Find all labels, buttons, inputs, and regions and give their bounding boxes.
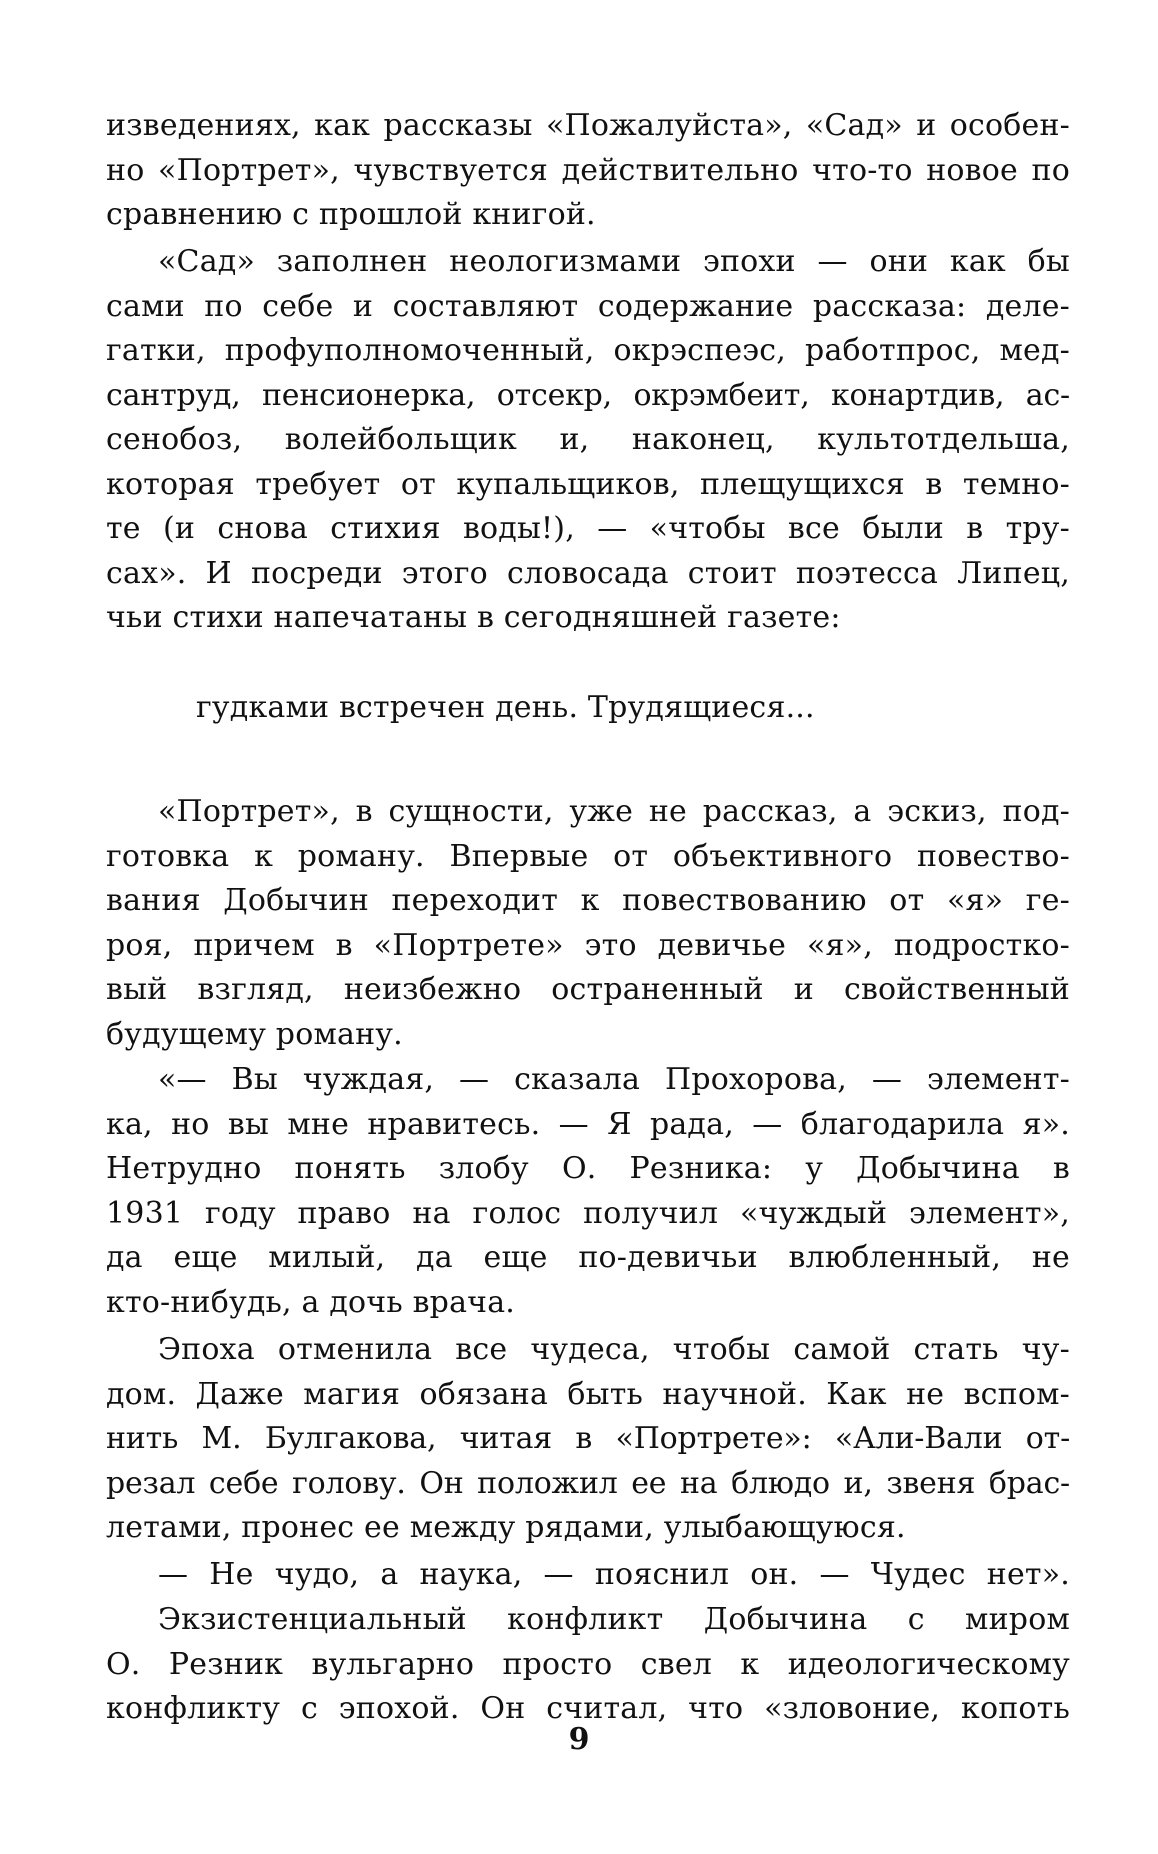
text-line: да еще милый, да еще по-девичьи влюбленный, не [106,1240,1070,1275]
text-line: сах». И посреди этого словосада стоит поэтесса Липец, [106,555,1070,591]
paragraph-7 [106,1598,1070,1732]
text-line: сенобоз, волейбольщик и, наконец, культотдельша, [106,422,1070,457]
paragraph-3 [106,790,1070,1057]
paragraph-6 [106,1553,1070,1598]
text-line: «— Вы чуждая, — сказала Прохорова, — элемент- [158,1062,1070,1097]
text-line: «Портрет», в сущности, уже не рассказ, а эскиз, под- [158,794,1070,829]
text-line: будущему роману. [106,1016,403,1052]
paragraph-4 [106,1058,1070,1325]
text-line: те (и снова стихия воды!), — «чтобы все были в тру- [106,511,1070,546]
text-line: конфликту с эпохой. Он считал, что «зловоние, копоть [106,1691,1070,1726]
text-line: нить М. Булгакова, читая в «Портрете»: «Али-Вали от- [106,1421,1070,1456]
text-line: сравнению с прошлой книгой. [106,197,596,232]
text-line: дом. Даже магия обязана быть научной. Как не вспом- [106,1376,1070,1412]
text-line: кто-нибудь, а дочь врача. [106,1284,516,1320]
text-line: О. Резник вульгарно просто свел к идеологическому [106,1646,1070,1682]
text-line: ка, но вы мне нравитесь. — Я рада, — благодарила я». [106,1106,1070,1142]
text-line: летами, пронес ее между рядами, улыбающуюся. [106,1510,906,1545]
paragraph-2 [106,240,1070,641]
text-line: Нетрудно понять злобу О. Резника: у Добычина в [106,1151,1070,1186]
text-line: но «Портрет», чувствуется действительно что-то новое по [106,152,1070,188]
text-line: гатки, профуполномоченный, окрэспеэс, работпрос, мед- [106,333,1070,368]
text-line: резал себе голову. Он положил ее на блюдо и, звеня брас- [106,1465,1070,1501]
verse-quote: гудками встречен день. Трудящиеся... [196,690,815,725]
text-line: готовка к роману. Впервые от объективного повество- [106,838,1070,874]
text-line: сантруд, пенсионерка, отсекр, окрэмбеит, конартдив, ас- [106,377,1070,413]
text-line: вый взгляд, неизбежно остраненный и свойственный [106,972,1070,1007]
paragraph-5 [106,1328,1070,1551]
text-line: роя, причем в «Портрете» это девичье «я», подростко- [106,927,1070,963]
text-line: «Сад» заполнен неологизмами эпохи — они как бы [158,244,1070,279]
text-line: 1931 году право на голос получил «чуждый элемент», [106,1195,1070,1231]
paragraph-1 [106,104,1070,238]
text-line: которая требует от купальщиков, плещущихся в темно- [106,466,1070,502]
text-line: Эпоха отменила все чудеса, чтобы самой стать чу- [158,1332,1070,1367]
page-number: 9 [568,1722,590,1757]
text-line: Экзистенциальный конфликт Добычина с миром [158,1602,1070,1637]
text-line: — Не чудо, а наука, — пояснил он. — Чудес нет». [158,1557,1070,1592]
text-line: изведениях, как рассказы «Пожалуйста», «Сад» и особен- [106,108,1070,143]
text-line: чьи стихи напечатаны в сегодняшней газете: [106,600,841,635]
text-line: сами по себе и составляют содержание рассказа: деле- [106,288,1070,324]
text-line: вания Добычин переходит к повествованию от «я» ге- [106,883,1070,918]
